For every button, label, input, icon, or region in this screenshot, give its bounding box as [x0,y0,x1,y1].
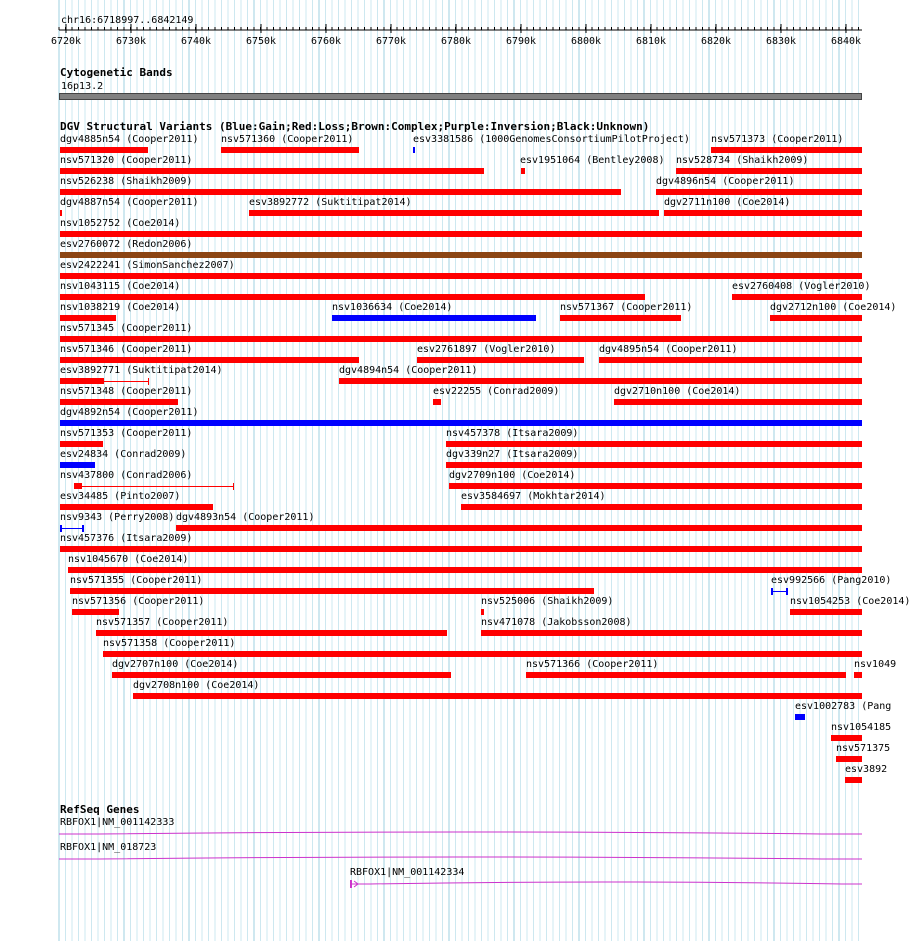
dgv-variant-label[interactable]: esv2761897 (Vogler2010) [417,344,556,355]
dgv-variant-label[interactable]: dgv4885n54 (Cooper2011) [60,134,199,145]
dgv-variant-label[interactable]: nsv1038219 (Coe2014) [60,302,181,313]
dgv-variant-label[interactable]: esv992566 (Pang2010) [771,575,892,586]
dgv-variant-bar[interactable] [664,210,862,216]
dgv-variant-label[interactable]: nsv457378 (Itsara2009) [446,428,579,439]
dgv-variant-bar[interactable] [60,231,862,237]
dgv-variant-label[interactable]: nsv1049 [854,659,897,670]
dgv-variant-bar[interactable] [656,189,862,195]
dgv-variant-label[interactable]: dgv2712n100 (Coe2014) [770,302,897,313]
dgv-variant-label[interactable]: dgv2707n100 (Coe2014) [112,659,239,670]
dgv-variant-label[interactable]: nsv1054253 (Coe2014) [790,596,910,607]
dgv-variant-label[interactable]: nsv525006 (Shaikh2009) [481,596,614,607]
dgv-variant-label[interactable]: nsv1052752 (Coe2014) [60,218,181,229]
dgv-variant-bar[interactable] [60,441,103,447]
refseq-gene-label[interactable]: RBFOX1|NM_018723 [60,842,157,853]
dgv-variant-label[interactable]: dgv2710n100 (Coe2014) [614,386,741,397]
dgv-variant-bar[interactable] [413,147,415,153]
ruler-tick-label: 6730k [115,36,147,47]
ruler-tick-label: 6800k [570,36,602,47]
dgv-variant-label[interactable]: nsv571348 (Cooper2011) [60,386,193,397]
dgv-variant-bar[interactable] [60,294,645,300]
dgv-variant-bar[interactable] [68,567,862,573]
refseq-gene-label[interactable]: RBFOX1|NM_001142334 [350,867,465,878]
dgv-variant-label[interactable]: nsv571320 (Cooper2011) [60,155,193,166]
dgv-variant-label[interactable]: dgv4892n54 (Cooper2011) [60,407,199,418]
gene-intron-line [59,832,862,834]
dgv-variant-label[interactable]: dgv2711n100 (Coe2014) [664,197,791,208]
dgv-variant-label[interactable]: nsv526238 (Shaikh2009) [60,176,193,187]
dgv-variant-bar[interactable] [60,357,359,363]
ruler-tick-label: 6760k [310,36,342,47]
dgv-variant-bar[interactable] [60,273,862,279]
dgv-variant-label[interactable]: nsv571345 (Cooper2011) [60,323,193,334]
refseq-gene-model[interactable] [0,824,890,844]
dgv-variant-interval-cap [771,588,773,595]
dgv-variant-label[interactable]: dgv2709n100 (Coe2014) [449,470,576,481]
dgv-variant-label[interactable]: esv3381586 (1000GenomesConsortiumPilotProject) [413,134,690,145]
cytoband-label: 16p13.2 [61,81,104,92]
dgv-variant-bar[interactable] [560,315,681,321]
ruler-tick-label: 6740k [180,36,212,47]
dgv-variant-bar[interactable] [103,651,862,657]
refseq-gene-model[interactable] [0,874,890,894]
dgv-variant-bar[interactable] [60,462,95,468]
dgv-variant-label[interactable]: nsv571367 (Cooper2011) [560,302,693,313]
dgv-variant-bar[interactable] [461,504,862,510]
dgv-variant-bar[interactable] [60,189,621,195]
dgv-variant-bar[interactable] [836,756,862,762]
dgv-variant-bar[interactable] [60,168,484,174]
dgv-variant-label[interactable]: nsv9343 (Perry2008) [60,512,175,523]
dgv-variant-bar[interactable] [732,294,862,300]
dgv-variant-label[interactable]: esv3892 [845,764,888,775]
dgv-variant-bar[interactable] [676,168,862,174]
dgv-variant-bar[interactable] [60,336,862,342]
dgv-variant-bar[interactable] [446,462,862,468]
cytoband-track-title: Cytogenetic Bands [60,66,173,79]
ruler-tick-label: 6830k [765,36,797,47]
dgv-variant-bar[interactable] [60,399,178,405]
dgv-variant-label[interactable]: dgv4893n54 (Cooper2011) [176,512,315,523]
dgv-variant-interval-line [104,381,148,382]
dgv-variant-label[interactable]: nsv571355 (Cooper2011) [70,575,203,586]
dgv-variant-bar[interactable] [481,609,484,615]
refseq-gene-label[interactable]: RBFOX1|NM_001142333 [60,817,175,828]
dgv-variant-bar[interactable] [854,672,862,678]
dgv-variant-label[interactable]: nsv571357 (Cooper2011) [96,617,229,628]
dgv-variant-bar[interactable] [433,399,441,405]
ruler-tick-label: 6720k [50,36,82,47]
dgv-variant-bar[interactable] [60,315,116,321]
dgv-variant-bar[interactable] [795,714,805,720]
dgv-variant-label[interactable]: dgv4887n54 (Cooper2011) [60,197,199,208]
dgv-variant-label[interactable]: nsv571358 (Cooper2011) [103,638,236,649]
dgv-variant-bar[interactable] [60,147,148,153]
dgv-variant-interval-cap [148,378,149,385]
dgv-variant-label[interactable]: nsv571373 (Cooper2011) [711,134,844,145]
dgv-variant-bar[interactable] [481,630,862,636]
dgv-variant-bar[interactable] [449,483,862,489]
refseq-track-title: RefSeq Genes [60,803,140,816]
ruler-tick-label: 6780k [440,36,472,47]
dgv-variant-label[interactable]: esv3584697 (Mokhtar2014) [461,491,606,502]
dgv-variant-bar[interactable] [60,378,104,384]
dgv-variant-label[interactable]: nsv571375 [836,743,891,754]
dgv-variant-bar[interactable] [176,525,862,531]
dgv-variant-label[interactable]: dgv4896n54 (Cooper2011) [656,176,795,187]
dgv-variant-label[interactable]: esv2760408 (Vogler2010) [732,281,871,292]
dgv-variant-label[interactable]: nsv437800 (Conrad2006) [60,470,193,481]
dgv-variant-bar[interactable] [599,357,862,363]
dgv-variant-label[interactable]: nsv571353 (Cooper2011) [60,428,193,439]
dgv-variant-label[interactable]: nsv528734 (Shaikh2009) [676,155,809,166]
dgv-variant-label[interactable]: nsv571356 (Cooper2011) [72,596,205,607]
dgv-variant-label[interactable]: dgv4895n54 (Cooper2011) [599,344,738,355]
dgv-track-title: DGV Structural Variants (Blue:Gain;Red:Loss;Brown:Complex;Purple:Inversion;Black:Unknown) [60,120,650,133]
dgv-variant-label[interactable]: esv24834 (Conrad2009) [60,449,187,460]
location-label: chr16:6718997..6842149 [61,15,194,26]
dgv-variant-label[interactable]: nsv571360 (Cooper2011) [221,134,354,145]
dgv-variant-label[interactable]: esv34485 (Pinto2007) [60,491,181,502]
dgv-variant-label[interactable]: dgv2708n100 (Coe2014) [133,680,260,691]
dgv-variant-label[interactable]: nsv571366 (Cooper2011) [526,659,659,670]
dgv-variant-bar[interactable] [96,630,447,636]
dgv-variant-bar[interactable] [831,735,862,741]
dgv-variant-label[interactable]: dgv339n27 (Itsara2009) [446,449,579,460]
dgv-variant-label[interactable]: esv3892772 (Suktitipat2014) [249,197,412,208]
dgv-variant-bar[interactable] [339,378,862,384]
dgv-variant-label[interactable]: nsv1045670 (Coe2014) [68,554,189,565]
dgv-variant-bar[interactable] [112,672,451,678]
dgv-variant-interval-cap [82,525,84,532]
dgv-variant-bar[interactable] [72,609,119,615]
dgv-variant-label[interactable]: nsv471078 (Jakobsson2008) [481,617,632,628]
ruler-tick-label: 6750k [245,36,277,47]
dgv-variant-bar[interactable] [711,147,862,153]
dgv-variant-interval-line [82,486,233,487]
dgv-variant-label[interactable]: nsv571346 (Cooper2011) [60,344,193,355]
ruler-tick-label: 6810k [635,36,667,47]
dgv-variant-bar[interactable] [70,588,594,594]
dgv-variant-label[interactable]: esv2422241 (SimonSanchez2007) [60,260,235,271]
dgv-variant-label[interactable]: esv22255 (Conrad2009) [433,386,560,397]
dgv-variant-bar[interactable] [249,210,659,216]
dgv-variant-interval-cap [786,588,788,595]
gene-exon-mark [350,880,352,888]
dgv-variant-bar[interactable] [614,399,862,405]
dgv-variant-bar[interactable] [74,483,82,489]
dgv-variant-interval-cap [233,483,234,490]
dgv-variant-bar[interactable] [60,546,862,552]
dgv-variant-bar[interactable] [60,504,213,510]
dgv-variant-bar[interactable] [60,252,862,258]
dgv-variant-bar[interactable] [417,357,584,363]
dgv-variant-bar[interactable] [60,420,862,426]
dgv-variant-label[interactable]: nsv1054185 [831,722,892,733]
gene-intron-line [59,857,862,859]
ruler-tick-label: 6790k [505,36,537,47]
dgv-variant-bar[interactable] [521,168,525,174]
dgv-variant-label[interactable]: nsv457376 (Itsara2009) [60,533,193,544]
dgv-variant-bar[interactable] [770,315,862,321]
cytoband-bar[interactable] [59,93,862,100]
gene-intron-line [350,882,862,884]
ruler-tick-label: 6820k [700,36,732,47]
dgv-variant-interval-line[interactable] [771,591,786,592]
refseq-gene-model[interactable] [0,849,890,869]
dgv-variant-bar[interactable] [221,147,359,153]
dgv-variant-label[interactable]: esv1951064 (Bentley2008) [520,155,665,166]
dgv-variant-bar[interactable] [845,777,862,783]
ruler-tick-label: 6770k [375,36,407,47]
dgv-variant-bar[interactable] [60,210,62,216]
dgv-variant-bar[interactable] [526,672,846,678]
dgv-variant-label[interactable]: esv2760072 (Redon2006) [60,239,193,250]
dgv-variant-interval-cap [60,525,62,532]
dgv-variant-label[interactable]: nsv1036634 (Coe2014) [332,302,453,313]
dgv-variant-bar[interactable] [446,441,862,447]
dgv-variant-bar[interactable] [332,315,536,321]
dgv-variant-label[interactable]: esv3892771 (Suktitipat2014) [60,365,223,376]
dgv-variant-label[interactable]: dgv4894n54 (Cooper2011) [339,365,478,376]
dgv-variant-label[interactable]: esv1002783 (Pang [795,701,892,712]
dgv-variant-bar[interactable] [790,609,862,615]
dgv-variant-bar[interactable] [133,693,862,699]
dgv-variant-label[interactable]: nsv1043115 (Coe2014) [60,281,181,292]
ruler-tick-label: 6840k [830,36,862,47]
dgv-variant-interval-line[interactable] [60,528,82,529]
